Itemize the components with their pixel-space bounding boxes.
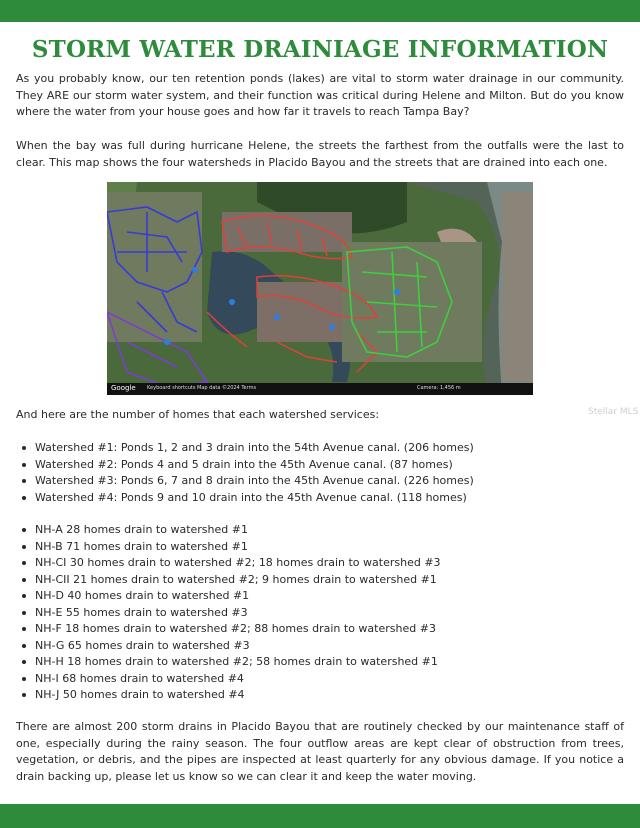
list-item: NH-G 65 homes drain to watershed #3 [16,638,441,655]
watermark: Stellar MLS [588,407,639,417]
bay-paragraph: When the bay was full during hurricane Helene, the streets the farthest from the outfalls were the last to clear. This map shows the four watersheds in Placido Bayou and the streets that are drained into each one. [16,139,624,169]
list-item: NH-E 55 homes drain to watershed #3 [16,605,441,622]
list-item: Watershed #4: Ponds 9 and 10 drain into the 45th Avenue canal. (118 homes) [16,490,474,507]
watershed-map-image [107,182,533,395]
list-item: NH-H 18 homes drain to watershed #2; 58 homes drain to watershed #1 [16,654,441,671]
list-item: NH-B 71 homes drain to watershed #1 [16,539,441,556]
top-green-band [0,0,640,22]
bottom-green-band [0,804,640,828]
intro-paragraph: As you probably know, our ten retention ponds (lakes) are vital to storm water drainage in our community. They ARE our storm water system, and their function was critical during Helene and Milton. But do you know where the water from your house goes and how far it travels to reach Tampa Bay? [16,72,624,118]
closing-paragraph: There are almost 200 storm drains in Placido Bayou that are routinely checked by our maintenance staff of one, especially during the rainy season. The four outflow areas are kept clear of obstruction from trees, vegetation, or debris, and the pipes are inspected at least quarterly for any obvious damage. If you notice a drain backing up, please let us know so we can clear it and keep the water moving. [16,720,624,783]
map-google-label: Google [111,384,136,392]
list-item: Watershed #2: Ponds 4 and 5 drain into the 45th Avenue canal. (87 homes) [16,457,474,474]
watershed-map [107,182,533,395]
neighborhood-list [16,522,441,704]
list-item: NH-F 18 homes drain to watershed #2; 88 homes drain to watershed #3 [16,621,441,638]
list-item: NH-J 50 homes drain to watershed #4 [16,687,441,704]
list-item: NH-A 28 homes drain to watershed #1 [16,522,441,539]
map-attribution: Keyboard shortcuts Map data ©2024 Terms [147,385,257,391]
list-item: NH-CII 21 homes drain to watershed #2; 9 homes drain to watershed #1 [16,572,441,589]
map-scale: Camera: 1,456 m [417,385,461,391]
list-item: Watershed #3: Ponds 6, 7 and 8 drain into the 45th Avenue canal. (226 homes) [16,473,474,490]
list-item: NH-CI 30 homes drain to watershed #2; 18 homes drain to watershed #3 [16,555,441,572]
list-item: Watershed #1: Ponds 1, 2 and 3 drain into the 54th Avenue canal. (206 homes) [16,440,474,457]
watershed-list [16,440,474,506]
list-item: NH-D 40 homes drain to watershed #1 [16,588,441,605]
homes-intro: And here are the number of homes that each watershed services: [16,408,380,421]
list-item: NH-I 68 homes drain to watershed #4 [16,671,441,688]
page-title: STORM WATER DRAINIAGE INFORMATION [31,36,609,63]
